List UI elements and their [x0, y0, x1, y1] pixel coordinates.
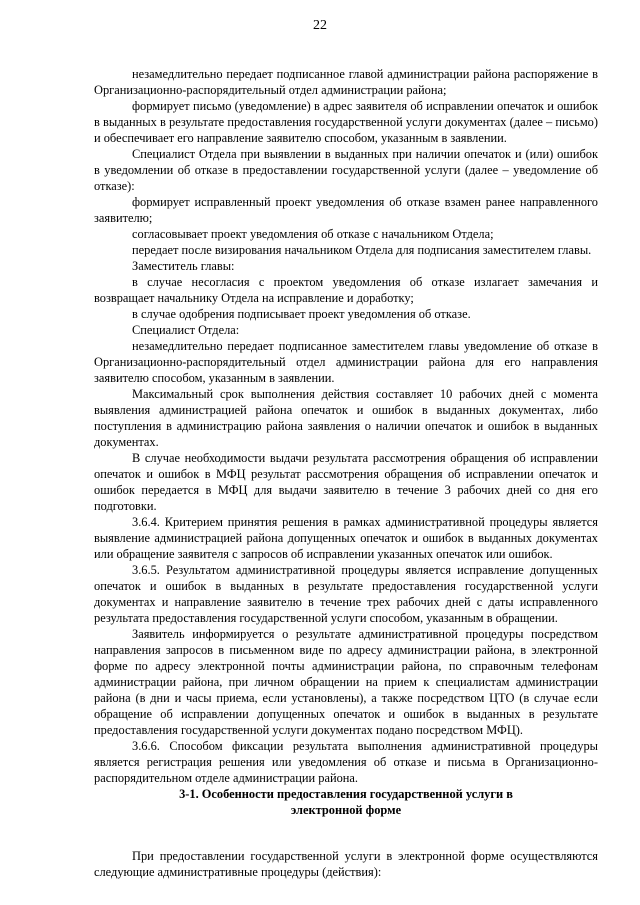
- paragraph: В случае необходимости выдачи результата рассмотрения обращения об исправлении опечаток и ошибок в МФЦ результат рассмотрения обращения об исправлении опечаток и ошибок передается в МФЦ для выдачи заявителю в течение 3 рабочих дней со дня его подготовки.: [94, 451, 598, 513]
- document-body: [94, 66, 598, 880]
- paragraph: Максимальный срок выполнения действия составляет 10 рабочих дней с момента выявления администрацией района опечаток и ошибок в выданных документах, либо поступления в администрацию района заявления о наличии опечаток и ошибок в выданных документах.: [94, 387, 598, 449]
- paragraph: 3.6.4. Критерием принятия решения в рамках административной процедуры является выявление администрацией района допущенных опечаток и ошибок в выданных документах или обращение заявителя с запросов об исправлении указанных опечаток или ошибок.: [94, 515, 598, 561]
- final-paragraph: При предоставлении государственной услуги в электронной форме осуществляются следующие административные процедуры (действия):: [94, 849, 598, 879]
- paragraph: формирует письмо (уведомление) в адрес заявителя об исправлении опечаток и ошибок в выданных в результате предоставления государственной услуги документах (далее – письмо) и обеспечивает его направление заявителю способом, указанным в заявлении.: [94, 99, 598, 145]
- paragraph: Специалист Отдела при выявлении в выданных при наличии опечаток и (или) ошибок в уведомлении об отказе в предоставлении государственной услуги (далее – уведомление об отказе):: [94, 147, 598, 193]
- paragraph: незамедлительно передает подписанное главой администрации района распоряжение в Организационно-распорядительный отдел администрации района;: [94, 67, 598, 97]
- section-heading: 3-1. Особенности предоставления государственной услуги в электронной форме: [179, 787, 513, 817]
- paragraph: формирует исправленный проект уведомления об отказе взамен ранее направленного заявителю;: [94, 195, 598, 225]
- paragraph: незамедлительно передает подписанное заместителем главы уведомление об отказе в Организационно-распорядительный отдел администрации района для его направления заявителю способом, указанным в заявлении.: [94, 339, 598, 385]
- paragraph: Заявитель информируется о результате административной процедуры посредством направления запросов в письменном виде по адресу администрации района, в электронной форме по адресу электронной почты администрации района, по справочным телефонам администрации района, при личном обращении на прием к специалистам администрации района (в дни и часы приема, если установлены), а также посредством ЦТО (в случае если обращение об исправлении допущенных опечаток и ошибок в выданных в результате предоставления государственной услуги документах подано посредством МФЦ).: [94, 627, 598, 737]
- paragraph: передает после визирования начальником Отдела для подписания заместителем главы.: [132, 243, 592, 257]
- paragraph: Специалист Отдела:: [132, 323, 240, 337]
- paragraph: в случае одобрения подписывает проект уведомления об отказе.: [132, 307, 471, 321]
- paragraph: в случае несогласия с проектом уведомления об отказе излагает замечания и возвращает начальнику Отдела на исправление и доработку;: [94, 275, 598, 305]
- paragraph: 3.6.6. Способом фиксации результата выполнения административной процедуры является регистрация решения или уведомления об отказе и письма в Организационно-распорядительном отделе администрации района.: [94, 739, 598, 785]
- paragraph: согласовывает проект уведомления об отказе с начальником Отдела;: [132, 227, 494, 241]
- paragraph: Заместитель главы:: [132, 259, 235, 273]
- page-number: 22: [313, 18, 327, 33]
- paragraph: 3.6.5. Результатом административной процедуры является исправление допущенных опечаток и ошибок в выданных в результате предоставления государственной услуги документах и направление заявителю в течение трех рабочих дней с даты исправленного результата предоставления государственной услуги способом, указанным в обращении.: [94, 563, 598, 625]
